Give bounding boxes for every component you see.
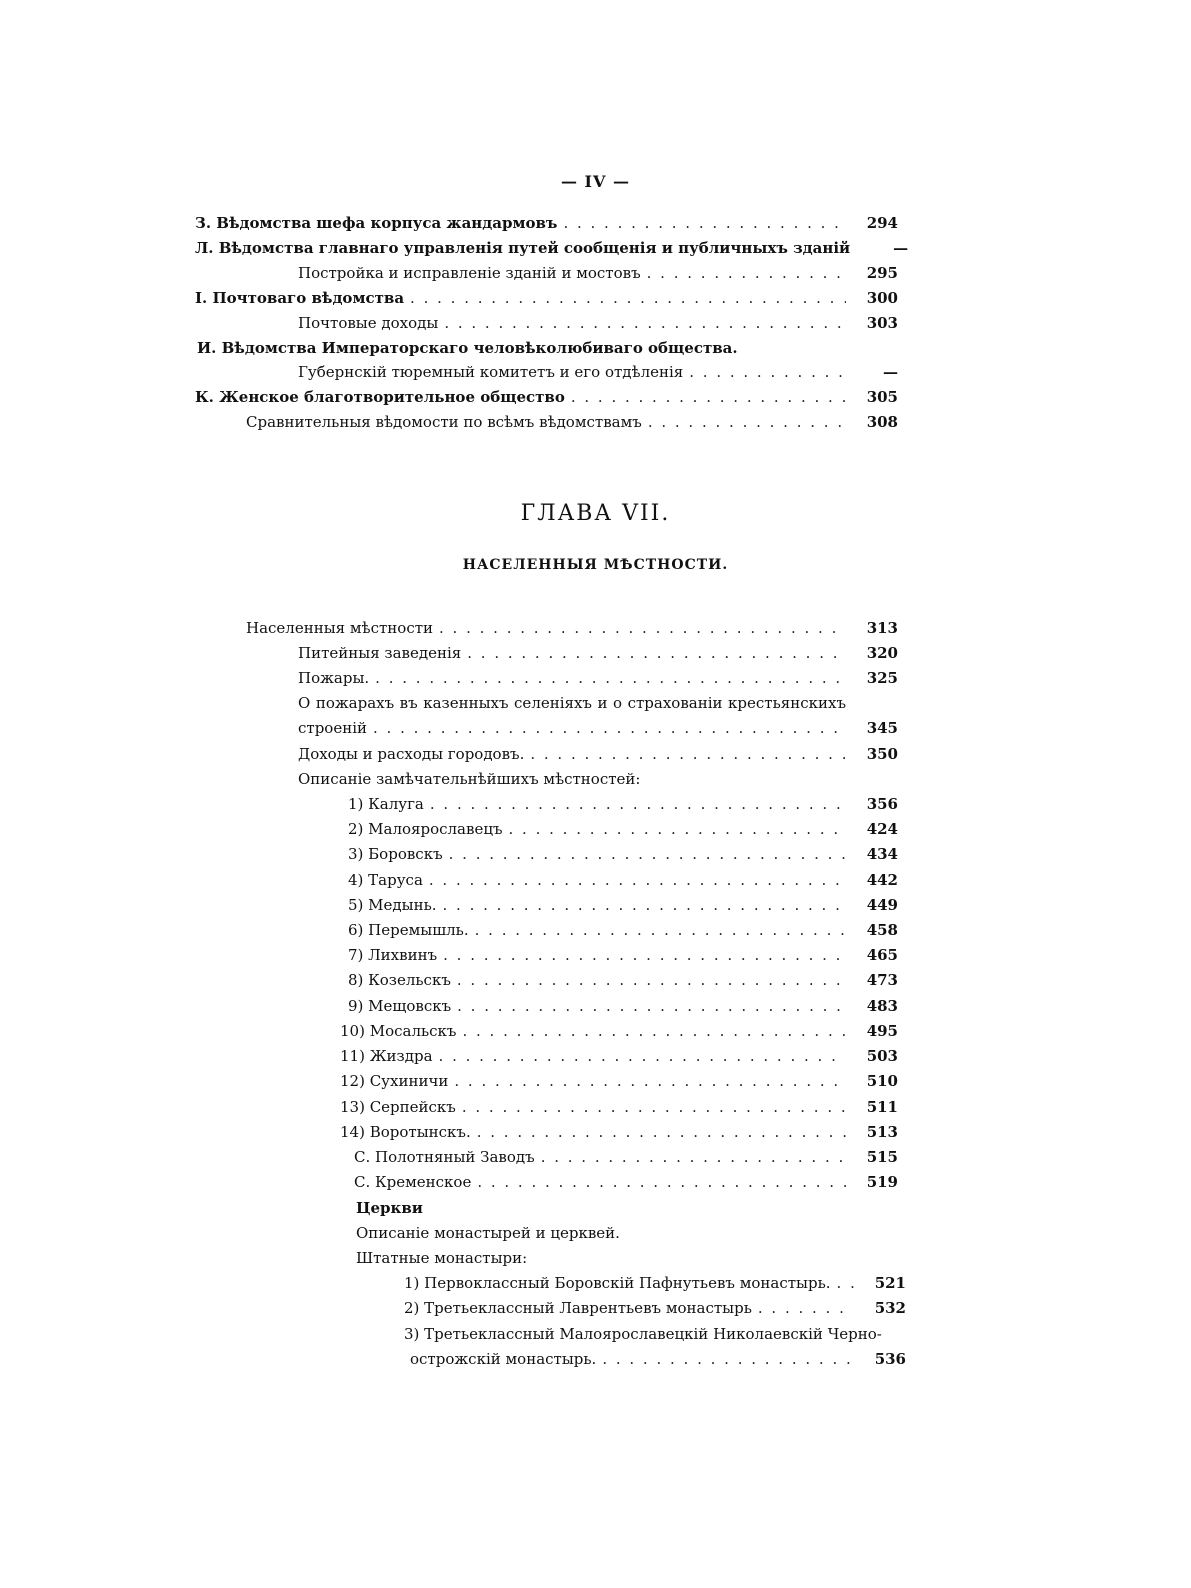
toc-entry-label: 8) Козельскъ bbox=[348, 971, 451, 989]
dot-leader bbox=[563, 211, 846, 235]
toc-entry-page: — bbox=[893, 239, 909, 257]
toc-entry bbox=[340, 1044, 898, 1068]
dot-leader bbox=[462, 1095, 846, 1119]
toc-entry-label: 12) Сухиничи bbox=[340, 1072, 449, 1090]
toc-entry bbox=[348, 893, 898, 917]
toc-entry-page: 495 bbox=[866, 1022, 898, 1040]
dot-leader bbox=[449, 842, 846, 866]
toc-entry-label: 4) Таруса bbox=[348, 871, 423, 889]
dot-leader bbox=[758, 1296, 854, 1320]
dot-leader bbox=[429, 868, 846, 892]
dot-leader bbox=[375, 666, 846, 690]
toc-entry-page: 294 bbox=[866, 214, 898, 232]
toc-entry bbox=[195, 236, 909, 260]
toc-entry bbox=[298, 641, 898, 665]
toc-entry-label: 5) Медынь. bbox=[348, 896, 437, 914]
toc-entry-page: 519 bbox=[866, 1173, 898, 1191]
dot-leader bbox=[647, 261, 846, 285]
toc-entry-label: острожскій монастырь. bbox=[410, 1350, 597, 1368]
toc-entry-label: 9) Мещовскъ bbox=[348, 997, 452, 1015]
dot-leader bbox=[439, 616, 846, 640]
toc-entry bbox=[348, 868, 898, 892]
dot-leader bbox=[475, 918, 846, 942]
toc-text-line: Штатные монастыри: bbox=[356, 1249, 528, 1267]
toc-entry bbox=[410, 1347, 906, 1371]
toc-entry-label: 3) Боровскъ bbox=[348, 845, 443, 863]
toc-entry-page: 424 bbox=[866, 820, 898, 838]
dot-leader bbox=[541, 1145, 846, 1169]
toc-entry-label: Л. Вѣдомства главнаго управленія путей сообщенія и публичныхъ зданій bbox=[195, 239, 851, 257]
dot-leader bbox=[648, 410, 846, 434]
toc-entry-page: 295 bbox=[866, 264, 898, 282]
toc-entry-page: 313 bbox=[866, 619, 898, 637]
toc-entry-page: 350 bbox=[866, 745, 898, 763]
toc-entry-label: 13) Серпейскъ bbox=[340, 1098, 456, 1116]
toc-entry-label: Доходы и расходы городовъ. bbox=[298, 745, 525, 763]
running-head: — IV — bbox=[560, 172, 631, 191]
dot-leader bbox=[689, 360, 846, 384]
dot-leader bbox=[454, 1069, 846, 1093]
dot-leader bbox=[477, 1170, 846, 1194]
toc-entry bbox=[340, 1120, 898, 1144]
toc-entry-page: 465 bbox=[866, 946, 898, 964]
toc-entry bbox=[246, 616, 898, 640]
toc-entry-label: 2) Третьеклассный Лаврентьевъ монастырь bbox=[404, 1299, 752, 1317]
toc-entry-page: 515 bbox=[866, 1148, 898, 1166]
toc-entry bbox=[298, 742, 898, 766]
toc-entry-page: 503 bbox=[866, 1047, 898, 1065]
toc-entry bbox=[246, 410, 898, 434]
dot-leader bbox=[571, 385, 846, 409]
toc-entry-page: 458 bbox=[866, 921, 898, 939]
toc-entry-label: Питейныя заведенія bbox=[298, 644, 462, 662]
dot-leader bbox=[467, 641, 846, 665]
toc-entry bbox=[298, 666, 898, 690]
toc-entry bbox=[195, 286, 898, 310]
toc-entry-page: 513 bbox=[866, 1123, 898, 1141]
toc-entry-page: 305 bbox=[866, 388, 898, 406]
toc-entry bbox=[298, 360, 898, 384]
toc-entry-page: 303 bbox=[866, 314, 898, 332]
toc-entry bbox=[348, 943, 898, 967]
toc-entry-page: 320 bbox=[866, 644, 898, 662]
toc-entry bbox=[195, 385, 898, 409]
toc-entry-label: 1) Калуга bbox=[348, 795, 424, 813]
toc-entry-label: С. Полотняный Заводъ bbox=[354, 1148, 535, 1166]
toc-entry-page: 300 bbox=[866, 289, 898, 307]
dot-leader bbox=[439, 1044, 846, 1068]
dot-leader bbox=[457, 968, 846, 992]
dot-leader bbox=[443, 893, 846, 917]
toc-entry-label: Постройка и исправленіе зданій и мостовъ bbox=[298, 264, 641, 282]
toc-entry-label: Губернскій тюремный комитетъ и его отдѣленія bbox=[298, 363, 684, 381]
dot-leader bbox=[443, 943, 846, 967]
toc-entry-label: 2) Малоярославецъ bbox=[348, 820, 503, 838]
toc-entry bbox=[348, 994, 898, 1018]
toc-entry-page: 473 bbox=[866, 971, 898, 989]
toc-entry bbox=[354, 1145, 898, 1169]
toc-text-line: Описаніе замѣчательнѣйшихъ мѣстностей: bbox=[298, 770, 641, 788]
toc-entry bbox=[348, 817, 898, 841]
dot-leader bbox=[509, 817, 846, 841]
toc-entry-page: 532 bbox=[874, 1299, 906, 1317]
toc-entry-label: 7) Лихвинъ bbox=[348, 946, 438, 964]
toc-entry bbox=[340, 1095, 898, 1119]
toc-entry bbox=[404, 1296, 906, 1320]
toc-entry-label: І. Почтоваго вѣдомства bbox=[195, 289, 405, 307]
toc-entry-label: Пожары. bbox=[298, 669, 370, 687]
dot-leader bbox=[602, 1347, 854, 1371]
toc-entry bbox=[348, 792, 898, 816]
dot-leader bbox=[430, 792, 846, 816]
toc-entry-page: 536 bbox=[874, 1350, 906, 1368]
dot-leader bbox=[457, 994, 846, 1018]
toc-entry bbox=[348, 968, 898, 992]
toc-entry-label: строеній bbox=[298, 719, 368, 737]
toc-entry bbox=[348, 918, 898, 942]
toc-entry bbox=[298, 311, 898, 335]
dot-leader bbox=[373, 716, 846, 740]
toc-entry-label: К. Женское благотворительное общество bbox=[195, 388, 565, 406]
toc-entry-label: 11) Жиздра bbox=[340, 1047, 433, 1065]
toc-entry-label: Населенныя мѣстности bbox=[246, 619, 434, 637]
toc-entry-page: 345 bbox=[866, 719, 898, 737]
toc-entry-page: — bbox=[883, 363, 898, 381]
dot-leader bbox=[444, 311, 846, 335]
toc-text-line: Церкви bbox=[356, 1199, 423, 1217]
toc-entry bbox=[195, 211, 898, 235]
toc-entry-label: Сравнительныя вѣдомости по всѣмъ вѣдомствамъ bbox=[246, 413, 642, 431]
toc-entry-page: 511 bbox=[866, 1098, 898, 1116]
toc-entry bbox=[404, 1271, 906, 1295]
chapter-title: ГЛАВА VII. bbox=[520, 501, 671, 526]
toc-entry-page: 521 bbox=[874, 1274, 906, 1292]
toc-heading-line: И. Вѣдомства Императорскаго человѣколюбиваго общества. bbox=[197, 339, 738, 357]
toc-entry-page: 325 bbox=[866, 669, 898, 687]
toc-text-line: Описаніе монастырей и церквей. bbox=[356, 1224, 620, 1242]
toc-entry-page: 308 bbox=[866, 413, 898, 431]
dot-leader bbox=[530, 742, 846, 766]
chapter-subtitle: НАСЕЛЕННЫЯ МѢСТНОСТИ. bbox=[462, 557, 729, 573]
dot-leader bbox=[462, 1019, 846, 1043]
toc-entry-label: 10) Мосальскъ bbox=[340, 1022, 457, 1040]
dot-leader bbox=[410, 286, 846, 310]
toc-entry bbox=[348, 842, 898, 866]
toc-entry-label: 6) Перемышль. bbox=[348, 921, 469, 939]
toc-entry-label: З. Вѣдомства шефа корпуса жандармовъ bbox=[195, 214, 558, 232]
toc-entry-label: 14) Воротынскъ. bbox=[340, 1123, 471, 1141]
toc-entry-page: 449 bbox=[866, 896, 898, 914]
toc-entry-label: Почтовые доходы bbox=[298, 314, 439, 332]
toc-entry bbox=[340, 1069, 898, 1093]
toc-entry-page: 442 bbox=[866, 871, 898, 889]
dot-leader bbox=[837, 1271, 854, 1295]
toc-entry-label: С. Кременское bbox=[354, 1173, 472, 1191]
toc-entry-page: 356 bbox=[866, 795, 898, 813]
toc-entry-page: 483 bbox=[866, 997, 898, 1015]
toc-entry-page: 434 bbox=[866, 845, 898, 863]
toc-entry-page: 510 bbox=[866, 1072, 898, 1090]
dot-leader bbox=[477, 1120, 846, 1144]
toc-text-line: О пожарахъ въ казенныхъ селеніяхъ и о страхованіи крестьянскихъ bbox=[298, 694, 846, 712]
toc-entry bbox=[354, 1170, 898, 1194]
toc-text-line: 3) Третьеклассный Малоярославецкій Николаевскій Черно- bbox=[404, 1325, 882, 1343]
toc-entry bbox=[298, 261, 898, 285]
toc-entry-label: 1) Первоклассный Боровскій Пафнутьевъ монастырь. bbox=[404, 1274, 831, 1292]
toc-entry bbox=[340, 1019, 898, 1043]
toc-entry bbox=[298, 716, 898, 740]
